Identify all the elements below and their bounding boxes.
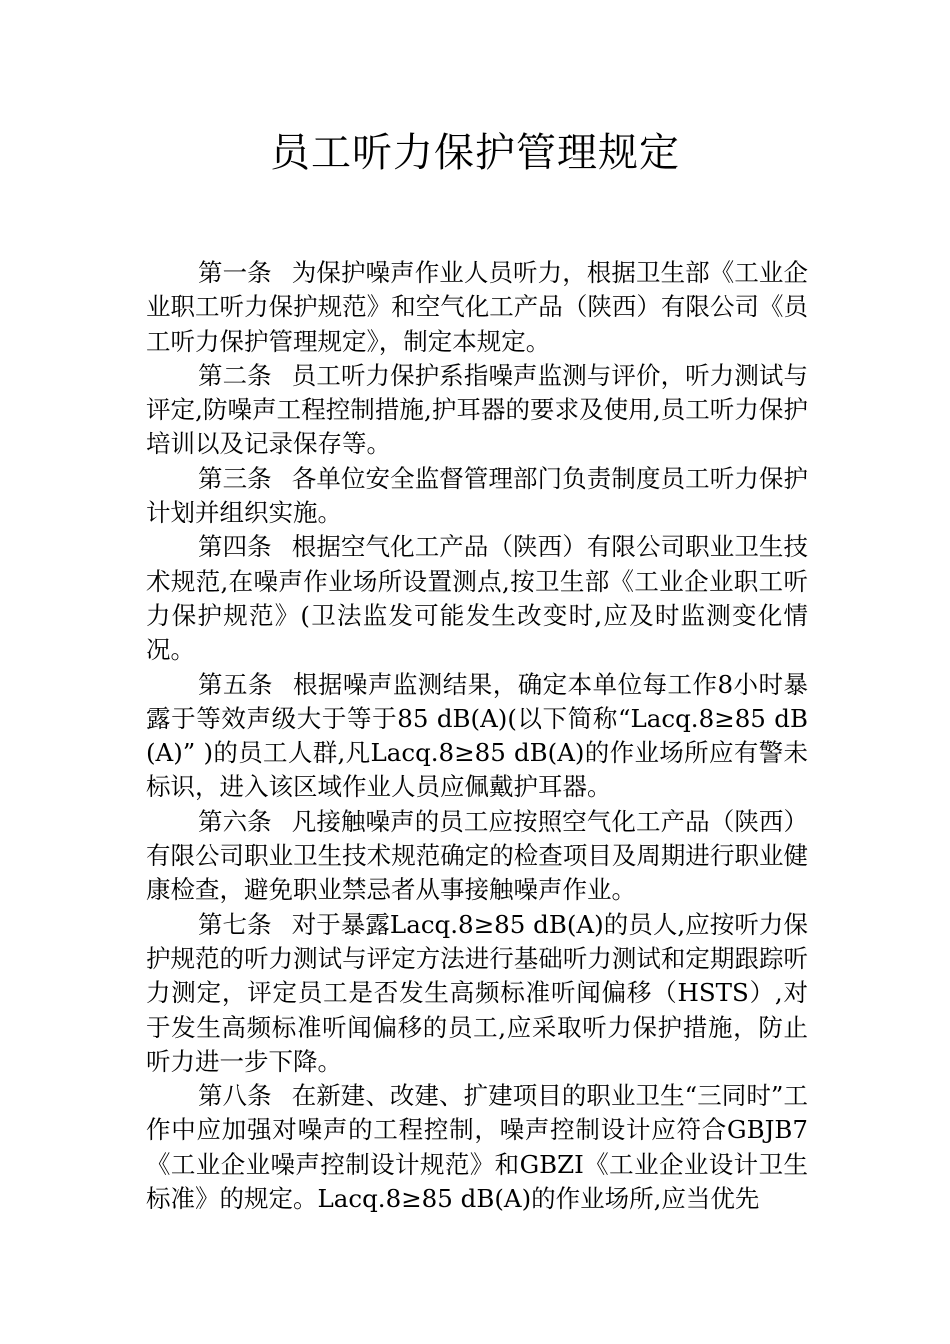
article-number: 第五条: [198, 669, 273, 699]
article-2: [146, 359, 808, 462]
document-body: [146, 256, 808, 1216]
document-title: 员工听力保护管理规定: [270, 130, 680, 176]
article-6: [146, 805, 808, 908]
article-text: 在新建、改建、扩建项目的职业卫生“三同时”工作中应加强对噪声的工程控制，噪声控制设计应符合GBJB7《工业企业噪声控制设计规范》和GBZI《工业企业设计卫生标准》的规定。Lacq.8≥85 dB(A)的作业场所,应当优先: [146, 1081, 808, 1214]
article-1: [146, 256, 808, 359]
article-number: 第七条: [198, 909, 272, 939]
article-3: [146, 462, 808, 531]
article-text: 各单位安全监督管理部门负责制度员工听力保护计划并组织实施。: [146, 463, 809, 528]
article-text: 根据空气化工产品（陕西）有限公司职业卫生技术规范,在噪声作业场所设置测点,按卫生部《工业企业职工听力保护规范》(卫法监发可能发生改变时,应及时监测变化情况。: [146, 532, 809, 665]
article-text: 凡接触噪声的员工应按照空气化工产品（陕西）有限公司职业卫生技术规范确定的检查项目及周期进行职业健康检查，避免职业禁忌者从事接触噪声作业。: [146, 806, 809, 905]
article-4: [146, 530, 808, 667]
article-number: 第四条: [198, 532, 272, 562]
article-number: 第六条: [198, 806, 272, 836]
article-number: 第一条: [198, 258, 272, 287]
article-text: 根据噪声监测结果，确定本单位每工作8小时暴露于等效声级大于等于85 dB(A)(以下简称“Lacq.8≥85 dB(A)” )的员工人群,凡Lacq.8≥85 dB(A)的作业场所应有警未标识，进入该区域作业人员应佩戴护耳器。: [146, 669, 809, 802]
article-text: 员工听力保护系指噪声监测与评价，听力测试与评定,防噪声工程控制措施,护耳器的要求及使用,员工听力保护培训以及记录保存等。: [146, 360, 809, 459]
article-text: 为保护噪声作业人员听力，根据卫生部《工业企业职工听力保护规范》和空气化工产品（陕西）有限公司《员工听力保护管理规定》，制定本规定。: [146, 258, 809, 356]
article-5: [146, 668, 808, 805]
article-7: [146, 908, 808, 1079]
article-text: 对于暴露Lacq.8≥85 dB(A)的员人,应按听力保护规范的听力测试与评定方法进行基础听力测试和定期跟踪听力测定，评定员工是否发生高频标准听闻偏移（HSTS）,对于发生高频标准听闻偏移的员工,应采取听力保护措施，防止听力进一步下降。: [146, 909, 808, 1076]
article-number: 第八条: [198, 1081, 272, 1111]
article-number: 第三条: [198, 463, 272, 493]
article-number: 第二条: [198, 360, 272, 390]
article-8: [146, 1079, 808, 1216]
